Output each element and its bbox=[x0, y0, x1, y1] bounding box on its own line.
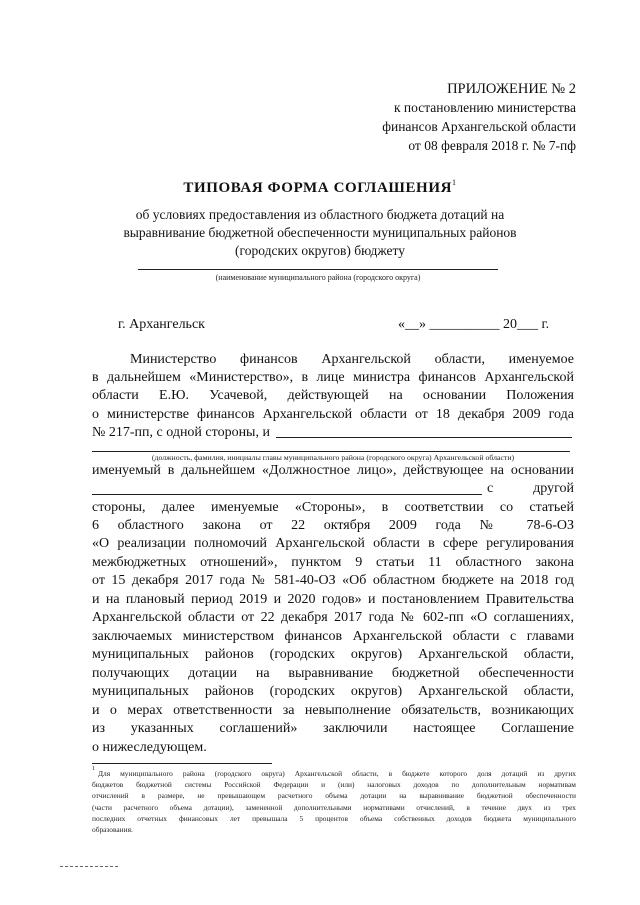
para2-line-12: получающих дотации на выравнивание бюджетной обеспеченности bbox=[92, 666, 574, 681]
official-name-field bbox=[92, 451, 570, 452]
document-title bbox=[0, 180, 640, 197]
para2-line-13: муниципальных районов (городских округов) Архангельской области, bbox=[92, 684, 574, 699]
agreement-date: «__» __________ 20___ г. bbox=[398, 317, 550, 332]
para2-line-5: «О реализации полномочий Архангельской области в сфере регулирования bbox=[92, 536, 574, 551]
para2-line-16: о нижеследующем. bbox=[92, 740, 207, 755]
title-footnote-mark: 1 bbox=[452, 178, 457, 187]
para1-line-3: области Е.Ю. Усачевой, действующей на основании Положения bbox=[92, 388, 574, 403]
appendix-line-2: финансов Архангельской области bbox=[382, 119, 576, 134]
city: г. Архангельск bbox=[118, 317, 205, 332]
para2-line-14: и о мерах ответственности за невыполнение обязательств, возникающих bbox=[92, 703, 574, 718]
footnote-separator bbox=[92, 763, 272, 764]
para2-line-6: межбюджетных отношений», пунктом 9 статьи 11 областного закона bbox=[92, 555, 574, 570]
para2-line-4: 6 областного закона от 22 октября 2009 года № 78-6-ОЗ bbox=[92, 518, 574, 533]
footnote-line-6: образования. bbox=[92, 825, 133, 835]
para1-line-5: № 217-пп, с одной стороны, и bbox=[92, 425, 270, 440]
footnote-line-3: отчислений в размере, не превышающем расчетного объема дотации на выравнивание бюджетной обеспеченности bbox=[92, 791, 576, 801]
para2-line-10: заключаемых министерством финансов Архангельской области с главами bbox=[92, 629, 574, 644]
basis-field bbox=[92, 494, 482, 495]
document-title-text: ТИПОВАЯ ФОРМА СОГЛАШЕНИЯ bbox=[183, 180, 453, 196]
para2-line-1: именуемый в дальнейшем «Должностное лицо», действующее на основании bbox=[92, 463, 574, 478]
para1-line-1: Министерство финансов Архангельской области, именуемое bbox=[130, 352, 574, 367]
para2-line-9: Архангельской области от 22 декабря 2017 года № 602-пп «О соглашениях, bbox=[92, 610, 574, 625]
para1-line-4: о министерстве финансов Архангельской области от 18 декабря 2009 года bbox=[92, 407, 574, 422]
footnote-line-2: бюджетов бюджетной системы Российской Федерации и (или) налоговых доходов по дополнительным нормативам bbox=[92, 780, 576, 790]
appendix-line-3: от 08 февраля 2018 г. № 7-пф bbox=[408, 138, 576, 153]
municipality-name-caption: (наименование муниципального района (городского округа) bbox=[215, 273, 421, 282]
para1-line-2: в дальнейшем «Министерство», в лице министра финансов Архангельской bbox=[92, 370, 574, 385]
para2-line-15: из указанных соглашений» заключили настоящее Соглашение bbox=[92, 721, 574, 736]
footnote-text bbox=[92, 768, 576, 835]
footnote-line-5: последних отчетных финансовых лет превышала 5 процентов объема собственных доходов бюджета муниципального bbox=[92, 813, 576, 823]
other-party-field bbox=[276, 437, 572, 438]
footnote-line-1: Для муниципального района (городского округа) Архангельской области, в бюджете которого доля дотаций из других bbox=[98, 769, 576, 778]
para2-line-3: стороны, далее именуемые «Стороны», в соответствии со статьей bbox=[92, 500, 574, 515]
para2-line-11: муниципальных районов (городских округов) Архангельской области, bbox=[92, 647, 574, 662]
appendix-heading: ПРИЛОЖЕНИЕ № 2 bbox=[447, 81, 576, 97]
appendix-line-1: к постановлению министерства bbox=[393, 100, 576, 115]
subtitle-line-2: выравнивание бюджетной обеспеченности муниципальных районов bbox=[123, 225, 517, 240]
footnote-line-4: (части расчетного объема дотации), замененной дополнительными нормативами отчислений, в течение двух из трех bbox=[92, 802, 576, 812]
scan-artifact-line bbox=[60, 866, 118, 867]
subtitle-line-3: (городских округов) бюджету bbox=[235, 243, 405, 258]
municipality-name-field bbox=[138, 269, 498, 270]
official-name-caption: (должность, фамилия, инициалы главы муниципального района (городского округа) Архангельской области) bbox=[151, 453, 515, 462]
para2-line-2-tail: с другой bbox=[487, 481, 574, 496]
para2-line-8: и на плановый период 2019 и 2020 годов» и постановлением Правительства bbox=[92, 592, 574, 607]
subtitle-line-1: об условиях предоставления из областного бюджета дотаций на bbox=[135, 207, 505, 222]
para2-line-7: от 15 декабря 2017 года № 581-40-ОЗ «Об областном бюджете на 2018 год bbox=[92, 573, 574, 588]
footnote-mark: 1 bbox=[92, 766, 95, 772]
